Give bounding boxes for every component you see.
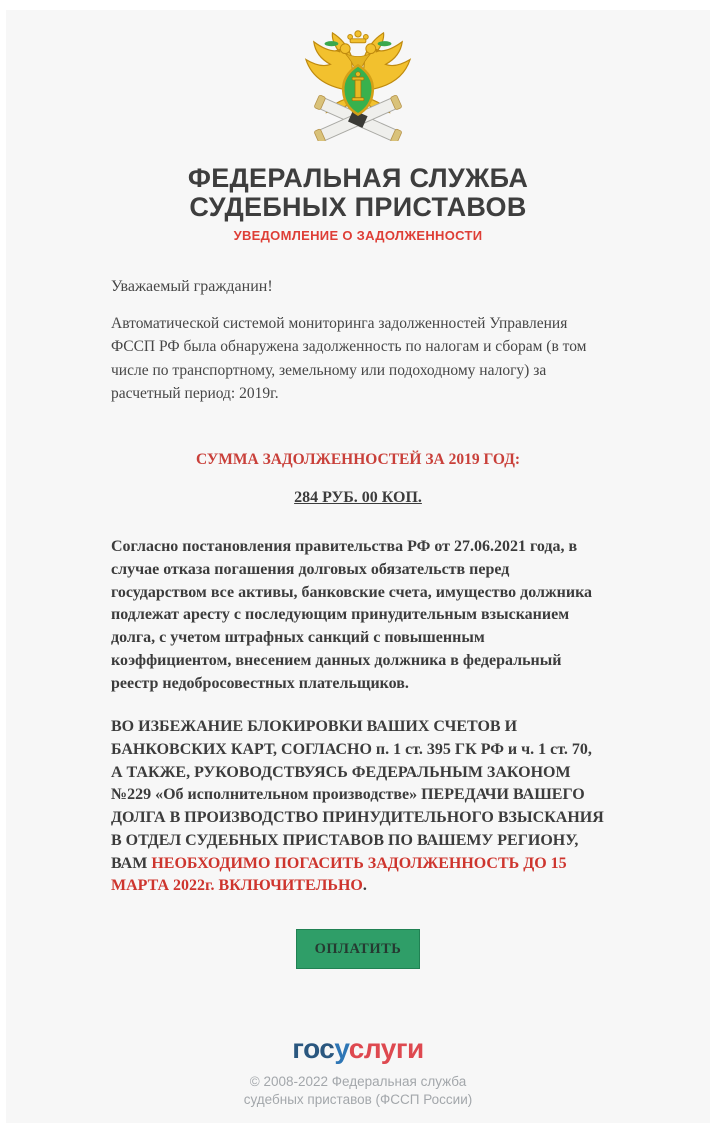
deadline-notice-paragraph bbox=[111, 716, 605, 898]
debt-notice-subtitle: УВЕДОМЛЕНИЕ О ЗАДОЛЖЕННОСТИ bbox=[233, 228, 483, 244]
notice-period: . bbox=[362, 877, 367, 895]
gosuslugi-logo-part3: слуги bbox=[348, 1033, 424, 1064]
gosuslugi-logo[interactable] bbox=[111, 1033, 605, 1065]
copyright-line1: © 2008-2022 Федеральная служба bbox=[249, 1074, 467, 1089]
deadline-text: НЕОБХОДИМО ПОГАСИТЬ ЗАДОЛЖЕННОСТЬ ДО 15 МАРТА 2022г. ВКЛЮЧИТЕЛЬНО bbox=[111, 854, 567, 895]
greeting-text: Уважаемый гражданин! bbox=[111, 278, 273, 296]
gosuslugi-logo-part2: у bbox=[334, 1033, 349, 1064]
notification-card bbox=[6, 10, 710, 1123]
fssp-emblem-icon bbox=[6, 28, 710, 146]
intro-paragraph: Автоматической системой мониторинга задолженностей Управления ФССП РФ была обнаружена задолженность по налогам и сборам (в том числе по транспортному, земельному или подоходному налогу) за расчетный период: 2019г. bbox=[111, 315, 587, 402]
debt-sum-value: 284 РУБ. 00 КОП. bbox=[294, 489, 422, 507]
copyright-line2: судебных приставов (ФССП России) bbox=[243, 1092, 473, 1108]
copyright-text bbox=[111, 1073, 605, 1109]
notice-legal-text: ВО ИЗБЕЖАНИЕ БЛОКИРОВКИ ВАШИХ СЧЕТОВ И БАНКОВСКИХ КАРТ, СОГЛАСНО п. 1 ст. 395 ГК РФ и ч. 1 ст. 70, А ТАКЖЕ, РУКОВОДСТВУЯСЬ ФЕДЕРАЛЬНЫМ ЗАКОНОМ №229 «Об исполнительном производстве» ПЕРЕДАЧИ ВАШЕГО ДОЛГА В ПРОИЗВОДСТВО ПРИНУДИТЕЛЬНОГО ВЗЫСКАНИЯ В ОТДЕЛ СУДЕБНЫХ ПРИСТАВОВ ПО ВАШЕМУ РЕГИОНУ, ВАМ bbox=[111, 718, 604, 872]
debt-sum-label: СУММА ЗАДОЛЖЕННОСТЕЙ ЗА 2019 ГОД: bbox=[195, 451, 521, 469]
gosuslugi-logo-part1: гос bbox=[292, 1033, 335, 1064]
page-title: ФЕДЕРАЛЬНАЯ СЛУЖБА СУДЕБНЫХ ПРИСТАВОВ bbox=[187, 163, 529, 222]
pay-button[interactable]: ОПЛАТИТЬ bbox=[296, 929, 421, 969]
seizure-warning-paragraph: Согласно постановления правительства РФ от 27.06.2021 года, в случае отказа погашения долговых обязательств перед государством все активы, банковские счета, имущество должника подлежат аресту с последующим принудительным взысканием долга, с учетом штрафных санкций с повышенным коэффициентом, внесением данных должника в федеральный реестр недобросовестных плательщиков. bbox=[111, 538, 593, 692]
